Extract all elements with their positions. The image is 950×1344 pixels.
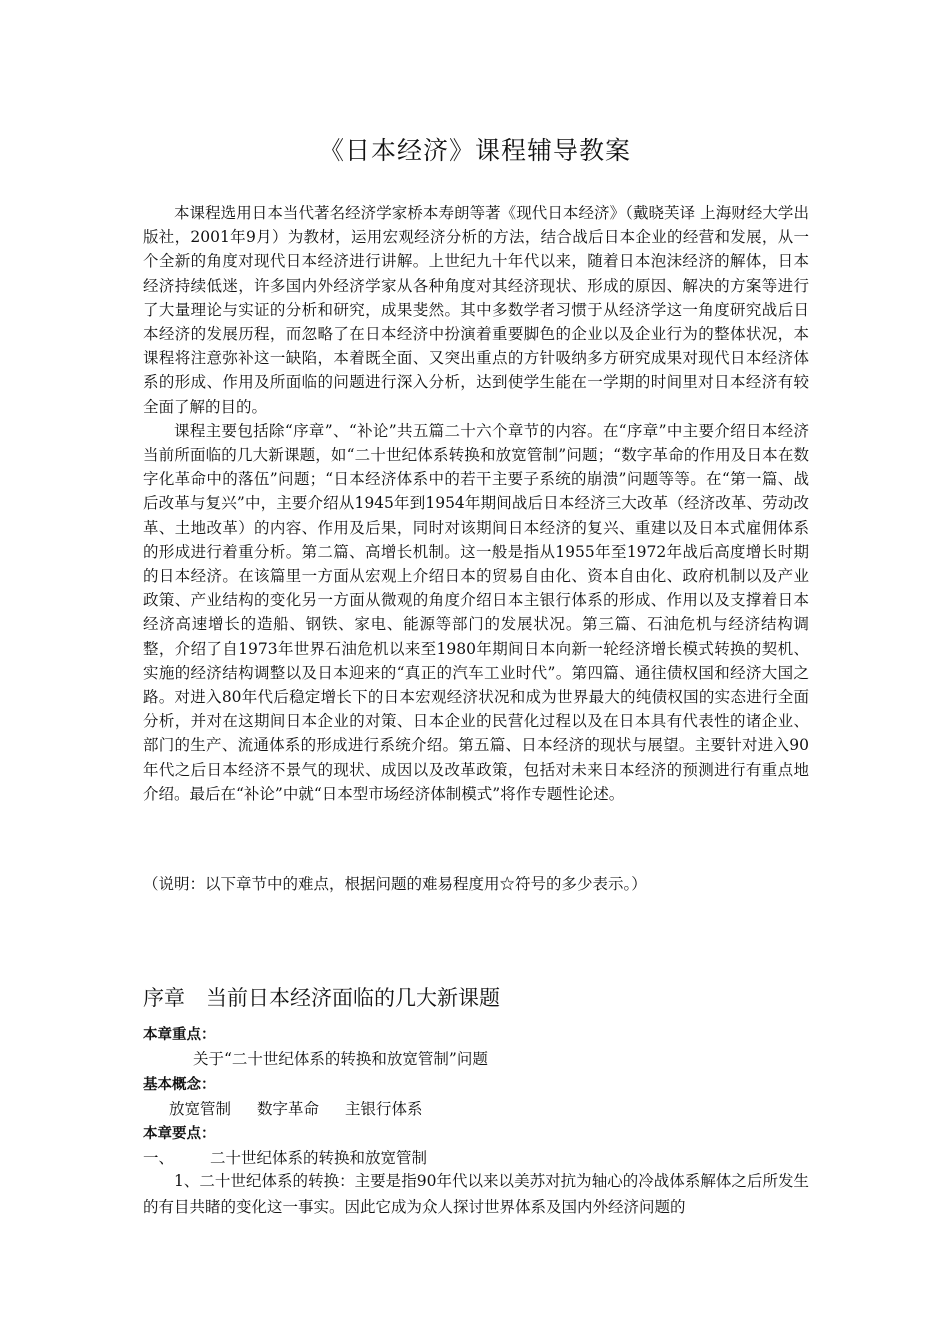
concept-item: 主银行体系 — [345, 1100, 423, 1118]
chapter-focus-item: 关于“二十世纪体系的转换和放宽管制”问题 — [193, 1050, 488, 1068]
section-title: 二十世纪体系的转换和放宽管制 — [210, 1149, 428, 1167]
chapter-title: 序章 当前日本经济面临的几大新课题 — [143, 986, 500, 1010]
concepts-list — [169, 1097, 423, 1121]
concepts-label: 基本概念： — [143, 1077, 216, 1093]
difficulty-note: （说明：以下章节中的难点，根据问题的难易程度用☆符号的多少表示。） — [143, 875, 647, 893]
concept-item: 数字革命 — [257, 1100, 320, 1118]
chapter-paragraph: 1、二十世纪体系的转换：主要是指90年代以来以美苏对抗为轴心的冷战体系解体之后所发生的有目共睹的变化这一事实。因此它成为众人探讨世界体系及国内外经济问题的 — [143, 1172, 809, 1216]
chapter-body — [143, 1168, 809, 1220]
intro-section — [143, 201, 809, 806]
document-title: 《日本经济》课程辅导教案 — [318, 136, 631, 165]
concept-item: 放宽管制 — [169, 1100, 232, 1118]
chapter-focus-label: 本章重点： — [143, 1027, 216, 1043]
intro-paragraph: 本课程选用日本当代著名经济学家桥本寿朗等著《现代日本经济》（戴晓芙译 上海财经大学出版社，2001年9月）为教材，运用宏观经济分析的方法，结合战后日本企业的经营和发展，从一个全新的角度对现代日本经济进行讲解。上世纪九十年代以来，随着日本泡沫经济的解体，日本经济持续低迷，许多国内外经济学家从各种角度对其经济现状、形成的原因、解决的方案等进行了大量理论与实证的分析和研究，成果斐然。其中多数学者习惯于从经济学这一角度研究战后日本经济的发展历程，而忽略了在日本经济中扮演着重要脚色的企业以及企业行为的整体状况，本课程将注意弥补这一缺陷，本着既全面、又突出重点的方针吸纳多方研究成果对现代日本经济体系的形成、作用及所面临的问题进行深入分析，达到使学生能在一学期的时间里对日本经济有较全面了解的目的。 — [143, 204, 809, 416]
intro-paragraph: 课程主要包括除“序章”、“补论”共五篇二十六个章节的内容。在“序章”中主要介绍日本经济当前所面临的几大新课题，如“二十世纪体系转换和放宽管制”问题；“数字革命的作用及日本在数字化革命中的落伍”问题；“日本经济体系中的若干主要子系统的崩溃”问题等等。在“第一篇、战后改革与复兴”中，主要介绍从1945年到1954年期间战后日本经济三大改革（经济改革、劳动改革、土地改革）的内容、作用及后果，同时对该期间日本经济的复兴、重建以及日本式雇佣体系的形成进行着重分析。第二篇、高增长机制。这一般是指从1955年至1972年战后高度增长时期的日本经济。在该篇里一方面从宏观上介绍日本的贸易自由化、资本自由化、政府机制以及产业政策、产业结构的变化另一方面从微观的角度介绍日本主银行体系的形成、作用以及支撑着日本经济高速增长的造船、钢铁、家电、能源等部门的发展状况。第三篇、石油危机与经济结构调整，介绍了自1973年世界石油危机以来至1980年期间日本向新一轮经济增长模式转换的契机、实施的经济结构调整以及日本迎来的“真正的汽车工业时代”。第四篇、通往债权国和经济大国之路。对进入80年代后稳定增长下的日本宏观经济状况和成为世界最大的纯债权国的实态进行全面分析，并对在这期间日本企业的对策、日本企业的民营化过程以及在日本具有代表性的诸企业、部门的生产、流通体系的形成进行系统介绍。第五篇、日本经济的现状与展望。主要针对进入90年代之后日本经济不景气的现状、成因以及改革政策，包括对未来日本经济的预测进行有重点地介绍。最后在“补论”中就“日本型市场经济体制模式”将作专题性论述。 — [143, 421, 809, 803]
key-points-label: 本章要点： — [143, 1126, 216, 1142]
section-heading — [143, 1146, 427, 1170]
section-number: 一、 — [143, 1149, 175, 1167]
